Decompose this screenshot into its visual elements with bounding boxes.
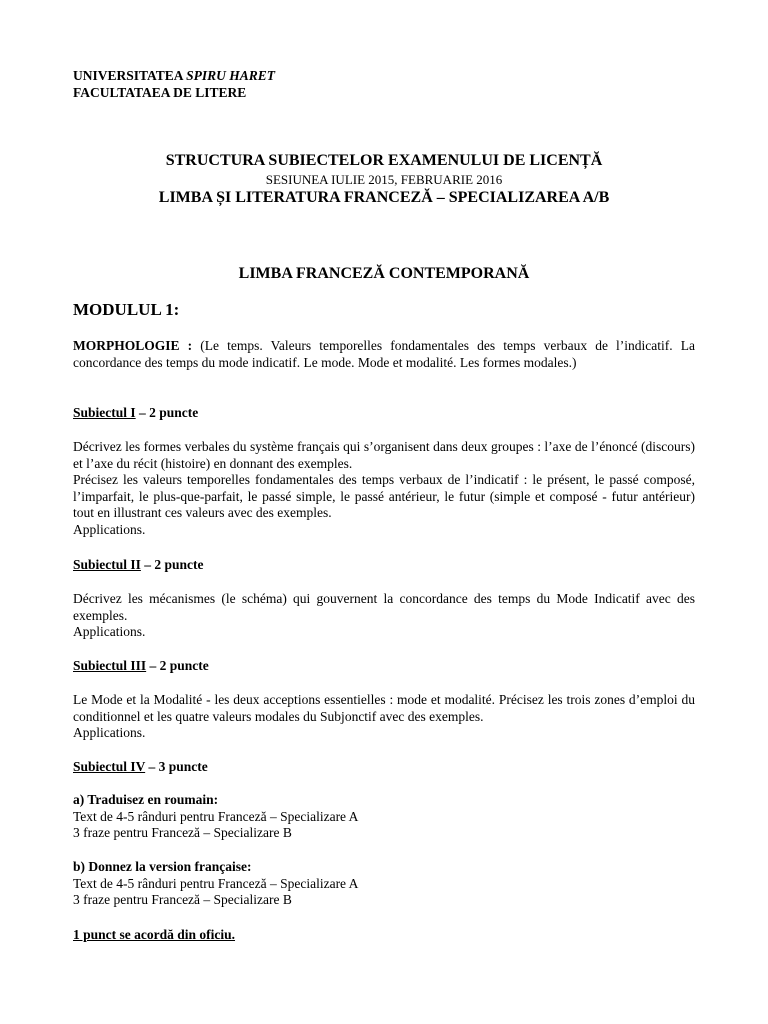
subject-2-heading xyxy=(73,557,695,574)
morphology-text: (Le temps. Valeurs temporelles fondamentales des temps verbaux de l’indicatif. La concordance des temps du mode indicatif. Le mode. Mode et modalité. Les formes modales.) xyxy=(73,338,696,370)
part-a-line: Text de 4-5 rânduri pentru Franceză – Specializare A xyxy=(73,808,359,824)
subject-2-paragraph: Décrivez les mécanismes (le schéma) qui gouvernent la concordance des temps du Mode Indicatif avec des exemples. xyxy=(73,591,695,623)
subject-3-body xyxy=(73,692,695,742)
subject-4-heading xyxy=(73,759,695,776)
subject-2-body xyxy=(73,591,695,641)
part-a xyxy=(73,792,695,842)
morphology-label: MORPHOLOGIE : xyxy=(73,338,193,353)
main-title: STRUCTURA SUBIECTELOR EXAMENULUI DE LICENȚĂ xyxy=(165,152,603,169)
subject-4-name: Subiectul IV xyxy=(73,759,146,774)
subject-3-name: Subiectul III xyxy=(73,658,147,673)
module-heading: MODULUL 1: xyxy=(73,300,180,319)
subject-1-body xyxy=(73,439,695,538)
subject-1-paragraph: Précisez les valeurs temporelles fondamentales des temps verbaux de l’indicatif : le présent, le passé composé, l’imparfait, le plus-que-parfait, le passé simple, le passé antérieur, le futur (simple et composé - futur antérieur) tout en illustrant ces valeurs avec des exemples. xyxy=(73,472,695,520)
subject-1-applications: Applications. xyxy=(73,521,146,537)
university-header xyxy=(73,68,695,101)
subject-2-name: Subiectul II xyxy=(73,557,141,572)
university-name: SPIRU HARET xyxy=(186,68,276,83)
subject-1-name: Subiectul I xyxy=(73,405,136,420)
subject-3-applications: Applications. xyxy=(73,725,146,740)
part-a-label: a) Traduisez en roumain: xyxy=(73,792,219,807)
subject-3-points: – 2 puncte xyxy=(149,658,209,673)
faculty-name: FACULTATAEA DE LITERE xyxy=(73,84,247,100)
part-b xyxy=(73,859,695,909)
morphology-paragraph xyxy=(73,338,695,371)
specialization-title: LIMBA ȘI LITERATURA FRANCEZĂ – SPECIALIZAREA A/B xyxy=(158,189,610,206)
subject-1-paragraph: Décrivez les formes verbales du système français qui s’organisent dans deux groupes : l’axe de l’énoncé (discours) et l’axe du récit (histoire) en donnant des exemples. xyxy=(73,439,695,471)
subject-3-heading xyxy=(73,658,695,675)
subject-1-points: – 2 puncte xyxy=(139,405,199,420)
university-line xyxy=(73,68,695,85)
part-a-line: 3 fraze pentru Franceză – Specializare B xyxy=(73,825,292,840)
section-title: LIMBA FRANCEZĂ CONTEMPORANĂ xyxy=(238,265,530,282)
university-prefix: UNIVERSITATEA xyxy=(73,68,183,83)
subject-2-points: – 2 puncte xyxy=(144,557,204,572)
session-line: SESIUNEA IULIE 2015, FEBRUARIE 2016 xyxy=(265,172,503,187)
official-point-note: 1 punct se acordă din oficiu. xyxy=(73,927,236,942)
subject-1-heading xyxy=(73,405,695,422)
part-b-line: Text de 4-5 rânduri pentru Franceză – Specializare A xyxy=(73,875,359,891)
subject-2-applications: Applications. xyxy=(73,624,146,639)
part-b-label: b) Donnez la version française: xyxy=(73,859,252,874)
part-b-line: 3 fraze pentru Franceză – Specializare B xyxy=(73,892,292,907)
subject-4-points: – 3 puncte xyxy=(148,759,208,774)
subject-3-paragraph: Le Mode et la Modalité - les deux acceptions essentielles : mode et modalité. Précisez les trois zones d’emploi du conditionnel et les quatre valeurs modales du Subjonctif avec des exemples. xyxy=(73,692,695,724)
